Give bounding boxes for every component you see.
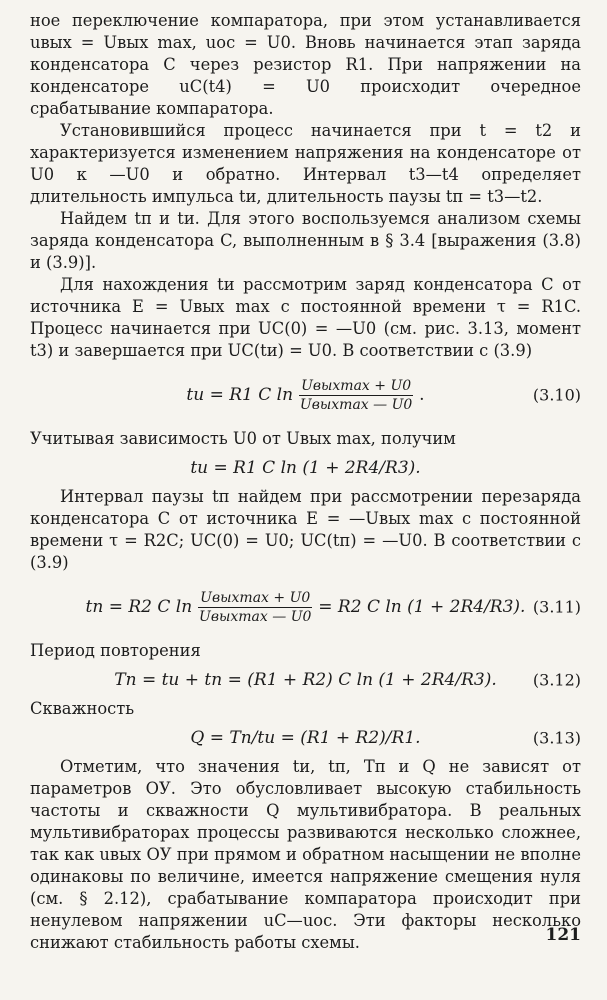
equation-3-11 (30, 580, 581, 634)
paragraph: Интервал паузы tп найдем при рассмотрении перезаряда конденсатора C от источника E = —Uвых max с постоянной времени τ = R2C; UC(0) = U0; UC(tп) = —U0. В соответствии с (3.9) (30, 487, 581, 572)
paragraph: Скважность (30, 699, 135, 718)
paragraph: Найдем tп и tи. Для этого воспользуемся анализом схемы заряда конденсатора C, выполненным в § 3.4 [выражения (3.8) и (3.9)]. (30, 209, 581, 272)
paragraph: Отметим, что значения tи, tп, Tп и Q не зависят от параметров ОУ. Это обусловливает высокую стабильность частоты и скважности Q мультивибратора. В реальных мультивибраторах процессы развиваются несколько сложнее, так как uвых ОУ при прямом и обратном насыщении не вполне одинаковы по величине, имеется напряжение смещения нуля (см. § 2.12), срабатывание компаратора происходит при ненулевом напряжении uC—uос. Эти факторы несколько снижают стабильность работы схемы. (30, 757, 581, 952)
equation-number: (3.12) (532, 670, 581, 690)
equation-tail: . (419, 385, 425, 405)
equation-body: tи = R1 C ln (1 + 2R4/R3). (190, 458, 421, 478)
page-number: 121 (545, 925, 581, 945)
paragraph: Период повторения (30, 641, 201, 660)
paragraph: Установившийся процесс начинается при t = t2 и характеризуется изменением напряжения на конденсаторе от U0 к —U0 и обратно. Интервал t3—t4 определяет длительность импульса tи, длительность паузы tп = t3—t2. (30, 121, 581, 206)
equation-number: (3.10) (532, 385, 581, 405)
fraction-denominator: Uвыхmax — U0 (299, 396, 413, 413)
fraction-numerator: Uвыхmax + U0 (200, 589, 311, 606)
fraction-numerator: Uвыхmax + U0 (301, 377, 412, 394)
equation-3-12 (30, 668, 581, 692)
equation-lhs: tи = R1 C ln (186, 385, 294, 405)
equation-lhs: tп = R2 C ln (85, 597, 193, 617)
fraction-denominator: Uвыхmax — U0 (199, 608, 312, 625)
fraction (198, 590, 312, 625)
equation-3-13 (30, 726, 581, 750)
equation-rhs: = R2 C ln (1 + 2R4/R3). (318, 597, 526, 617)
paragraph: Учитывая зависимость U0 от Uвых max, получим (30, 429, 456, 448)
fraction (299, 378, 413, 413)
equation-tu (30, 456, 581, 480)
equation-3-10 (30, 368, 581, 422)
paragraph: Для нахождения tи рассмотрим заряд конденсатора C от источника E = Uвых max с постоянной времени τ = R1C. Процесс начинается при UC(0) = —U0 (см. рис. 3.13, момент t3) и завершается при UC(tи) = U0. В соответствии с (3.9) (30, 275, 581, 360)
equation-number: (3.11) (532, 597, 581, 617)
equation-body: Tп = tи + tп = (R1 + R2) C ln (1 + 2R4/R3). (114, 670, 497, 690)
equation-number: (3.13) (532, 728, 581, 748)
equation-body: Q = Tп/tи = (R1 + R2)/R1. (190, 728, 421, 748)
paragraph: ное переключение компаратора, при этом устанавливается uвых = Uвых max, uос = U0. Вновь начинается этап заряда конденсатора C через резистор R1. При напряжении на конденсаторе uC(t4) = U0 происходит очередное срабатывание компаратора. (30, 11, 581, 118)
